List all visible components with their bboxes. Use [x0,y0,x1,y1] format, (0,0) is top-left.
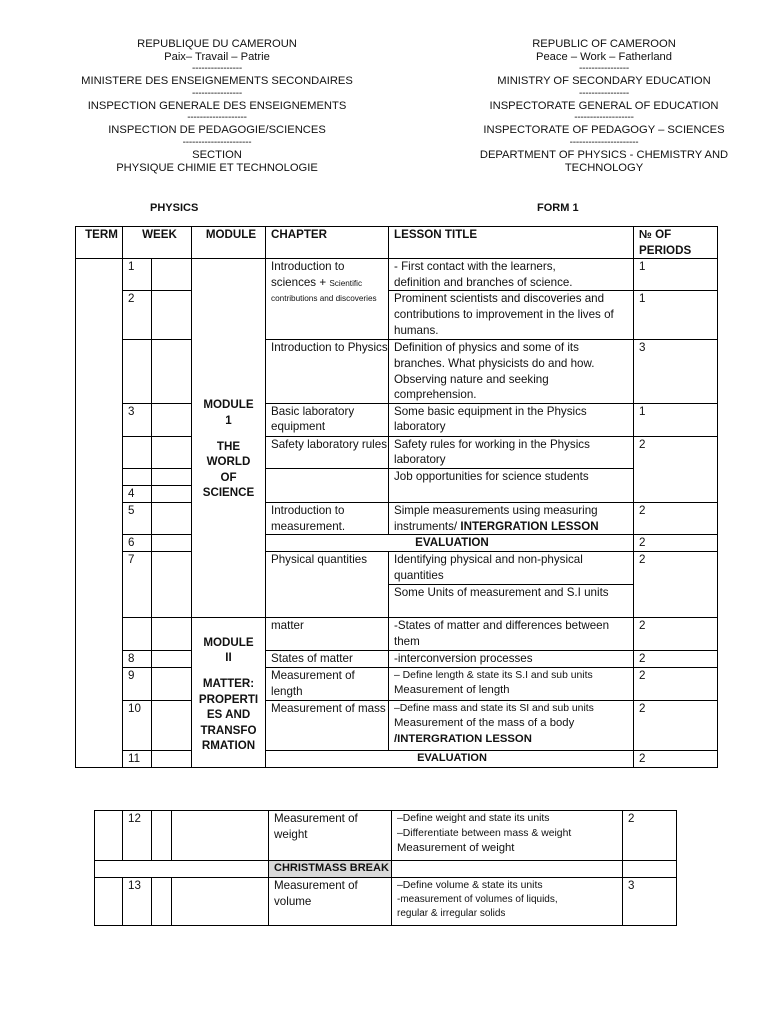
syllabus-table-continued [94,810,677,926]
table-row [76,552,718,585]
module-title-line: OF [220,470,237,484]
table-row [95,861,677,878]
module-title-line: THE [216,439,241,453]
lesson-text: Measurement of length [394,684,510,697]
lesson-text: definition and branches of science. [394,275,573,289]
module-label: MODULE [203,635,254,649]
week-sub-cell [152,535,192,552]
week-sub-cell [152,552,192,618]
module-label: MODULE [203,398,254,412]
week-sub-cell [152,502,192,534]
module-cell [172,811,269,861]
periods-cell: 2 [634,751,718,768]
week-sub-cell-blank [152,469,191,486]
periods-cell: 1 [634,291,718,340]
syllabus-table [75,226,718,768]
module-title-line: MATTER: [202,677,255,691]
week-sub-cell [152,468,192,502]
table-row [95,878,677,926]
term-cell [95,878,123,926]
table-row [76,535,718,552]
col-header-periods: № OF PERIODS [634,227,718,259]
module-spacer [192,666,265,676]
week-cell [123,340,152,403]
table-row [76,651,718,668]
lesson-cell [389,701,634,751]
lesson-text: Measurement of the mass of a body [394,717,575,730]
chapter-cell [266,468,389,502]
week-cell: 2 [123,291,152,340]
week-cell: 8 [123,651,152,668]
week-cell: 7 [123,552,152,618]
header-line: TECHNOLOGY [564,161,644,174]
periods-cell: 2 [634,651,718,668]
week-sub-cell [152,651,192,668]
lesson-cell: Identifying physical and non-physical quantities [389,552,634,585]
lesson-text: regular & irregular solids [397,908,506,919]
week-sub-cell [152,701,192,751]
lesson-cell: Simple measurements using measuring instruments/ INTERGRATION LESSON [389,502,634,534]
chapter-cell: Measurement of mass [266,701,389,751]
form-title: FORM 1 [537,202,579,214]
periods-cell: 2 [634,535,718,552]
col-header-module: MODULE [192,227,266,259]
week-cell: 12 [123,811,152,861]
chapter-cell: Safety laboratory rules [266,436,389,468]
table-row [76,502,718,534]
lesson-text: –Differentiate between mass & weight [397,828,572,839]
header-line: INSPECTION GENERALE DES ENSEIGNEMENTS [87,99,347,112]
lesson-cell: Definition of physics and some of its branches. What physicists do and how. Observing nature and seeking comprehension. [389,340,634,403]
header-left-french [40,38,394,174]
table-row [76,701,718,751]
periods-cell: 1 [634,259,718,291]
chapter-cell: Measurement of volume [269,878,392,926]
term-cell [76,259,123,768]
table-row [76,259,718,291]
table-row [76,403,718,436]
chapter-cell: States of matter [266,651,389,668]
week-sub-cell [152,878,172,926]
week-sub-cell [152,811,172,861]
lesson-text: –Define mass and state its SI and sub units [394,703,594,715]
module-cell [172,878,269,926]
module-title-line: ES AND [206,708,251,722]
chapter-text: sciences + Scientific contributions and discoveries [271,275,377,304]
week-cell: 5 [123,502,152,534]
header-line: INSPECTORATE GENERAL OF EDUCATION [489,99,719,112]
table-row [76,668,718,701]
chapter-cell: Introduction to Physics [266,340,389,403]
lesson-cell: Some basic equipment in the Physics laboratory [389,403,634,436]
integration-lesson-label: INTERGRATION LESSON [460,519,599,533]
module-2-cell [192,618,266,768]
header-line: DEPARTMENT OF PHYSICS - CHEMISTRY AND [479,148,729,161]
header-separator: ------------------- [187,112,247,124]
lesson-cell: Safety rules for working in the Physics laboratory [389,436,634,468]
module-number: II [225,651,232,665]
header-line: INSPECTORATE OF PEDAGOGY – SCIENCES [483,124,725,137]
lesson-cell: Prominent scientists and discoveries and contributions to improvement in the lives of humans. [389,291,634,340]
week-sub-cell [152,751,192,768]
lesson-cell [392,878,623,926]
header-right-english [445,38,763,174]
chapter-cell: Basic laboratory equipment [266,403,389,436]
week-cell: 3 [123,403,152,436]
module-title-line: RMATION [201,739,256,753]
periods-cell: 2 [634,436,718,502]
subject-title: PHYSICS [150,202,199,214]
header-line: PHYSIQUE CHIMIE ET TECHNOLOGIE [116,161,318,174]
header-separator: ---------------- [578,87,630,99]
periods-cell: 2 [634,552,718,618]
header-separator: ---------------------- [182,136,252,148]
break-blank-cell [95,861,269,878]
periods-cell: 2 [634,668,718,701]
table-row [76,291,718,340]
col-header-chapter: CHAPTER [266,227,389,259]
week-sub-cell [152,259,192,291]
periods-cell [623,861,677,878]
lesson-text: –Define volume & state its units [397,880,543,891]
week-cell [123,618,152,651]
header-line: REPUBLIQUE DU CAMEROUN [137,38,297,50]
chapter-cell: Measurement of weight [269,811,392,861]
module-title-line: TRANSFO [200,723,257,737]
week-sub-cell [152,291,192,340]
lesson-cell: -States of matter and differences between them [389,618,634,651]
lesson-cell: Some Units of measurement and S.I units [389,585,634,618]
header-line: REPUBLIC OF CAMEROON [532,38,676,50]
header-separator: ---------------- [578,63,630,75]
lesson-cell [389,259,634,291]
periods-cell: 3 [634,340,718,403]
header-separator: ---------------- [191,63,243,75]
week-sub-cell [152,340,192,403]
chapter-cell: matter [266,618,389,651]
table-row [76,751,718,768]
periods-cell: 3 [623,878,677,926]
lesson-text: -measurement of volumes of liquids, [397,894,558,905]
periods-cell: 2 [634,618,718,651]
lesson-text: –Define weight and state its units [397,813,550,824]
week-sub-cell [152,618,192,651]
chapter-cell: Introduction to measurement. [266,502,389,534]
chapter-cell: Measurement of length [266,668,389,701]
module-title-line: WORLD [206,455,251,469]
header-line: INSPECTION DE PEDAGOGIE/SCIENCES [108,124,326,137]
christmas-break-label: CHRISTMASS BREAK [269,861,392,878]
lesson-cell: Job opportunities for science students [389,468,634,502]
header-line: Peace – Work – Fatherland [536,50,672,63]
module-title-line: SCIENCE [202,486,255,500]
periods-cell: 2 [623,811,677,861]
table-row [95,811,677,861]
table-row [76,436,718,468]
lesson-cell [392,811,623,861]
week-cell: 6 [123,535,152,552]
week-cell: 9 [123,668,152,701]
col-header-lesson: LESSON TITLE [389,227,634,259]
week-cell [123,468,152,502]
table-row [76,340,718,403]
header-line: SECTION [192,148,242,161]
header-separator: ------------------- [574,112,634,124]
periods-cell: 1 [634,403,718,436]
header-line: MINISTRY OF SECONDARY EDUCATION [497,75,711,88]
table-row [76,618,718,651]
header-line: MINISTERE DES ENSEIGNEMENTS SECONDAIRES [81,75,353,88]
table-row [76,468,718,502]
week-cell-blank [123,469,151,486]
module-title-line: PROPERTI [198,692,259,706]
week-sub-cell [152,668,192,701]
week-cell: 13 [123,878,152,926]
week-sub-cell [152,403,192,436]
chapter-cell: Physical quantities [266,552,389,618]
header-separator: ---------------------- [569,136,639,148]
header-separator: ---------------- [191,87,243,99]
evaluation-cell: EVALUATION [266,535,634,552]
term-cell [95,811,123,861]
integration-lesson-label: /INTERGRATION LESSON [394,732,532,745]
week-number: 4 [128,486,135,500]
week-cell: 10 [123,701,152,751]
lesson-text: – Define length & state its S.I and sub units [394,670,593,682]
lesson-text: Measurement of weight [397,842,515,854]
col-header-term: TERM [76,227,123,259]
chapter-cell [266,259,389,340]
chapter-subtext: Scientific contributions and discoveries [271,278,377,304]
module-number: 1 [225,413,232,427]
week-cell: 11 [123,751,152,768]
evaluation-cell: EVALUATION [266,751,634,768]
chapter-text: Introduction to [271,260,345,274]
header-line: Paix– Travail – Patrie [164,50,270,63]
module-spacer [192,429,265,439]
lesson-cell: -interconversion processes [389,651,634,668]
lesson-cell [392,861,623,878]
lesson-cell [389,668,634,701]
table-header-row [76,227,718,259]
lesson-text: - First contact with the learners, [394,260,556,274]
periods-cell: 2 [634,502,718,534]
week-cell: 1 [123,259,152,291]
col-header-week: WEEK [123,227,192,259]
week-cell [123,436,152,468]
module-1-cell [192,259,266,618]
periods-cell: 2 [634,701,718,751]
week-sub-cell [152,436,192,468]
